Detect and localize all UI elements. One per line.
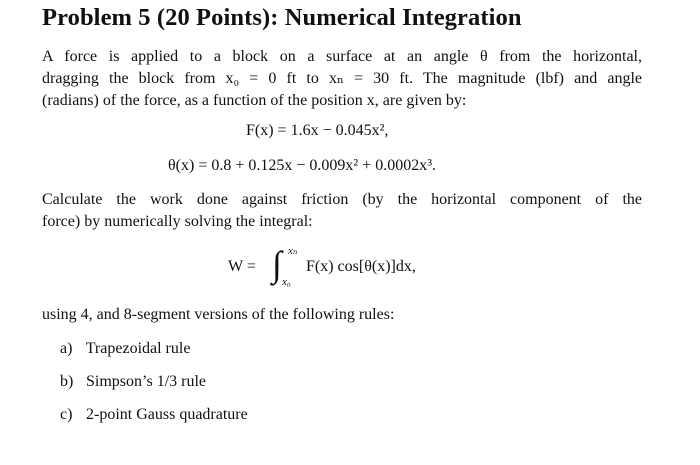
integral-sign: ∫ bbox=[272, 244, 282, 284]
rule-label: a) bbox=[60, 340, 73, 357]
rule-text: Trapezoidal rule bbox=[85, 340, 191, 357]
problem-intro bbox=[42, 46, 642, 112]
integral-lower-limit: x₀ bbox=[282, 276, 291, 288]
integral-lhs: W = bbox=[228, 258, 256, 275]
rule-label: c) bbox=[60, 406, 73, 423]
integral-integrand: F(x) cos[θ(x)]dx, bbox=[306, 258, 416, 275]
rule-label: b) bbox=[60, 373, 74, 390]
integral-upper-limit: xₙ bbox=[288, 245, 298, 257]
intro-line: A force is applied to a block on a surface at an angle θ from the horizontal, bbox=[42, 48, 642, 65]
list-item bbox=[60, 340, 190, 358]
rules-intro: using 4, and 8-segment versions of the following rules: bbox=[42, 306, 395, 323]
problem-title: Problem 5 (20 Points): Numerical Integration bbox=[42, 4, 522, 31]
intro-line: (radians) of the force, as a function of the position x, are given by: bbox=[42, 92, 467, 109]
force-equation: F(x) = 1.6x − 0.045x², bbox=[246, 122, 389, 139]
rule-text: 2-point Gauss quadrature bbox=[86, 406, 248, 423]
rule-text: Simpson’s 1/3 rule bbox=[86, 373, 207, 390]
intro-line: dragging the block from x₀ = 0 ft to xₙ = 30 ft. The magnitude (lbf) and angle bbox=[42, 70, 642, 87]
list-item bbox=[60, 373, 206, 391]
task-statement bbox=[42, 189, 642, 233]
task-line: Calculate the work done against friction (by the horizontal component of the bbox=[42, 191, 642, 208]
task-line: force) by numerically solving the integral: bbox=[42, 213, 313, 230]
list-item bbox=[60, 406, 248, 424]
angle-equation: θ(x) = 0.8 + 0.125x − 0.009x² + 0.0002x³. bbox=[168, 157, 437, 174]
